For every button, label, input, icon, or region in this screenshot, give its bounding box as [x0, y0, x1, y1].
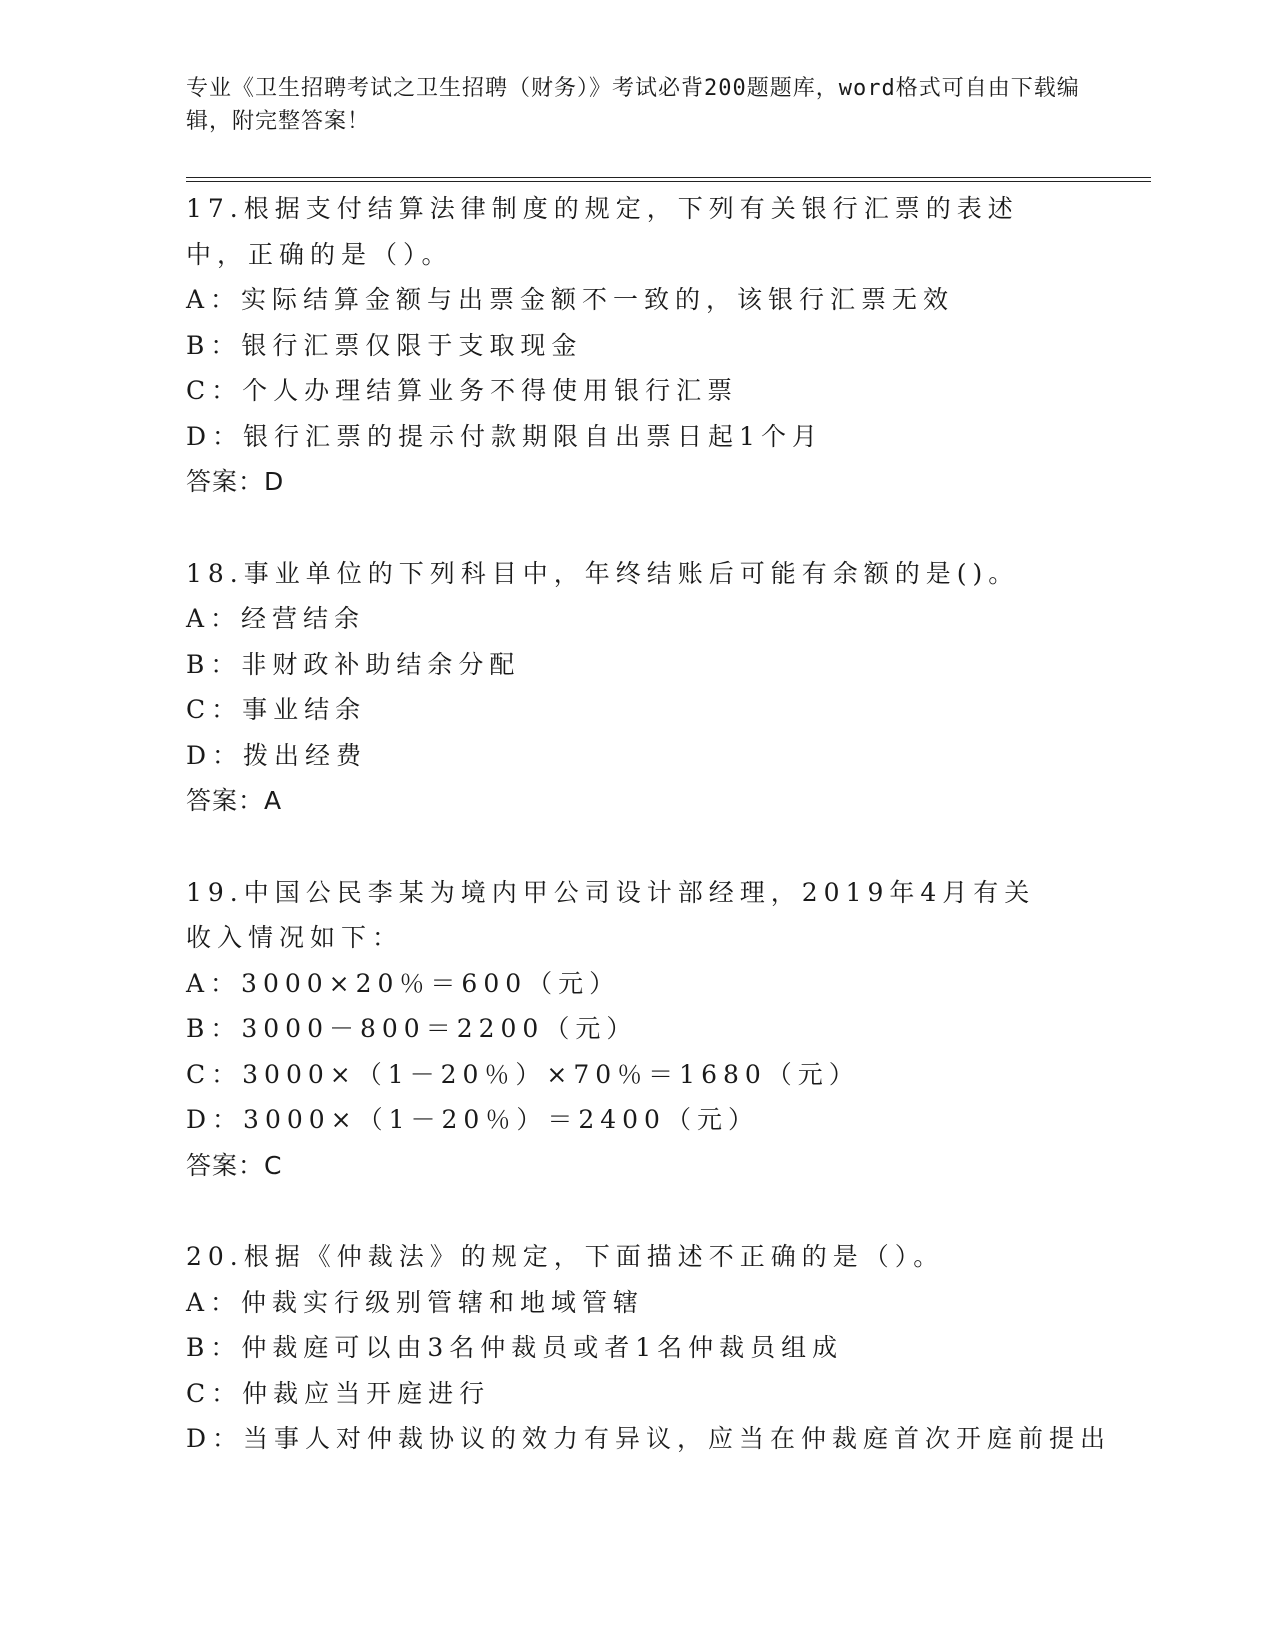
- option-c: C：个人办理结算业务不得使用银行汇票: [186, 376, 739, 405]
- option-a: A：实际结算金额与出票金额不一致的，该银行汇票无效: [186, 285, 955, 314]
- question-17: [186, 186, 1086, 505]
- option-d: D：当事人对仲裁协议的效力有异议，应当在仲裁庭首次开庭前提出: [186, 1424, 1112, 1453]
- option-a: A：3000×20％＝600（元）: [186, 968, 621, 998]
- question-stem: 19.中国公民李某为境内甲公司设计部经理，2019年4月有关收入情况如下：: [186, 877, 1036, 952]
- option-b: B：银行汇票仅限于支取现金: [186, 330, 583, 360]
- option-b: B：3000－800＝2200（元）: [186, 1014, 638, 1043]
- question-list: [186, 186, 1112, 1508]
- answer-label: 答案：A: [186, 786, 283, 815]
- answer-label: 答案：D: [186, 467, 285, 496]
- answer-label: 答案：C: [186, 1150, 283, 1180]
- option-d: D：银行汇票的提示付款期限自出票日起1个月: [186, 421, 823, 451]
- option-a: A：经营结余: [186, 604, 366, 633]
- option-b: B：仲裁庭可以由3名仲裁员或者1名仲裁员组成: [186, 1333, 844, 1362]
- option-a: A：仲裁实行级别管辖和地域管辖: [186, 1287, 645, 1317]
- header-divider-bottom: [186, 181, 1151, 182]
- option-c: C：3000×（1－20％）×70％＝1680（元）: [186, 1059, 860, 1089]
- question-stem: 20.根据《仲裁法》的规定，下面描述不正确的是（）。: [186, 1242, 945, 1271]
- header-divider-top: [186, 177, 1151, 178]
- question-18: [186, 551, 1086, 824]
- option-d: D：3000×（1－20％）＝2400（元）: [186, 1105, 759, 1134]
- option-d: D：拨出经费: [186, 740, 368, 770]
- question-19: [186, 870, 1086, 1189]
- option-c: C：仲裁应当开庭进行: [186, 1378, 491, 1408]
- question-stem: 17.根据支付结算法律制度的规定，下列有关银行汇票的表述中，正确的是（）。: [186, 194, 1019, 269]
- option-c: C：事业结余: [186, 695, 367, 724]
- question-20: [186, 1234, 1112, 1462]
- question-stem: 18.事业单位的下列科目中，年终结账后可能有余额的是()。: [186, 558, 1020, 588]
- document-header: 专业《卫生招聘考试之卫生招聘（财务）》考试必背200题题库，word格式可自由下载编辑，附完整答案！: [186, 76, 1080, 134]
- option-b: B：非财政补助结余分配: [186, 649, 521, 679]
